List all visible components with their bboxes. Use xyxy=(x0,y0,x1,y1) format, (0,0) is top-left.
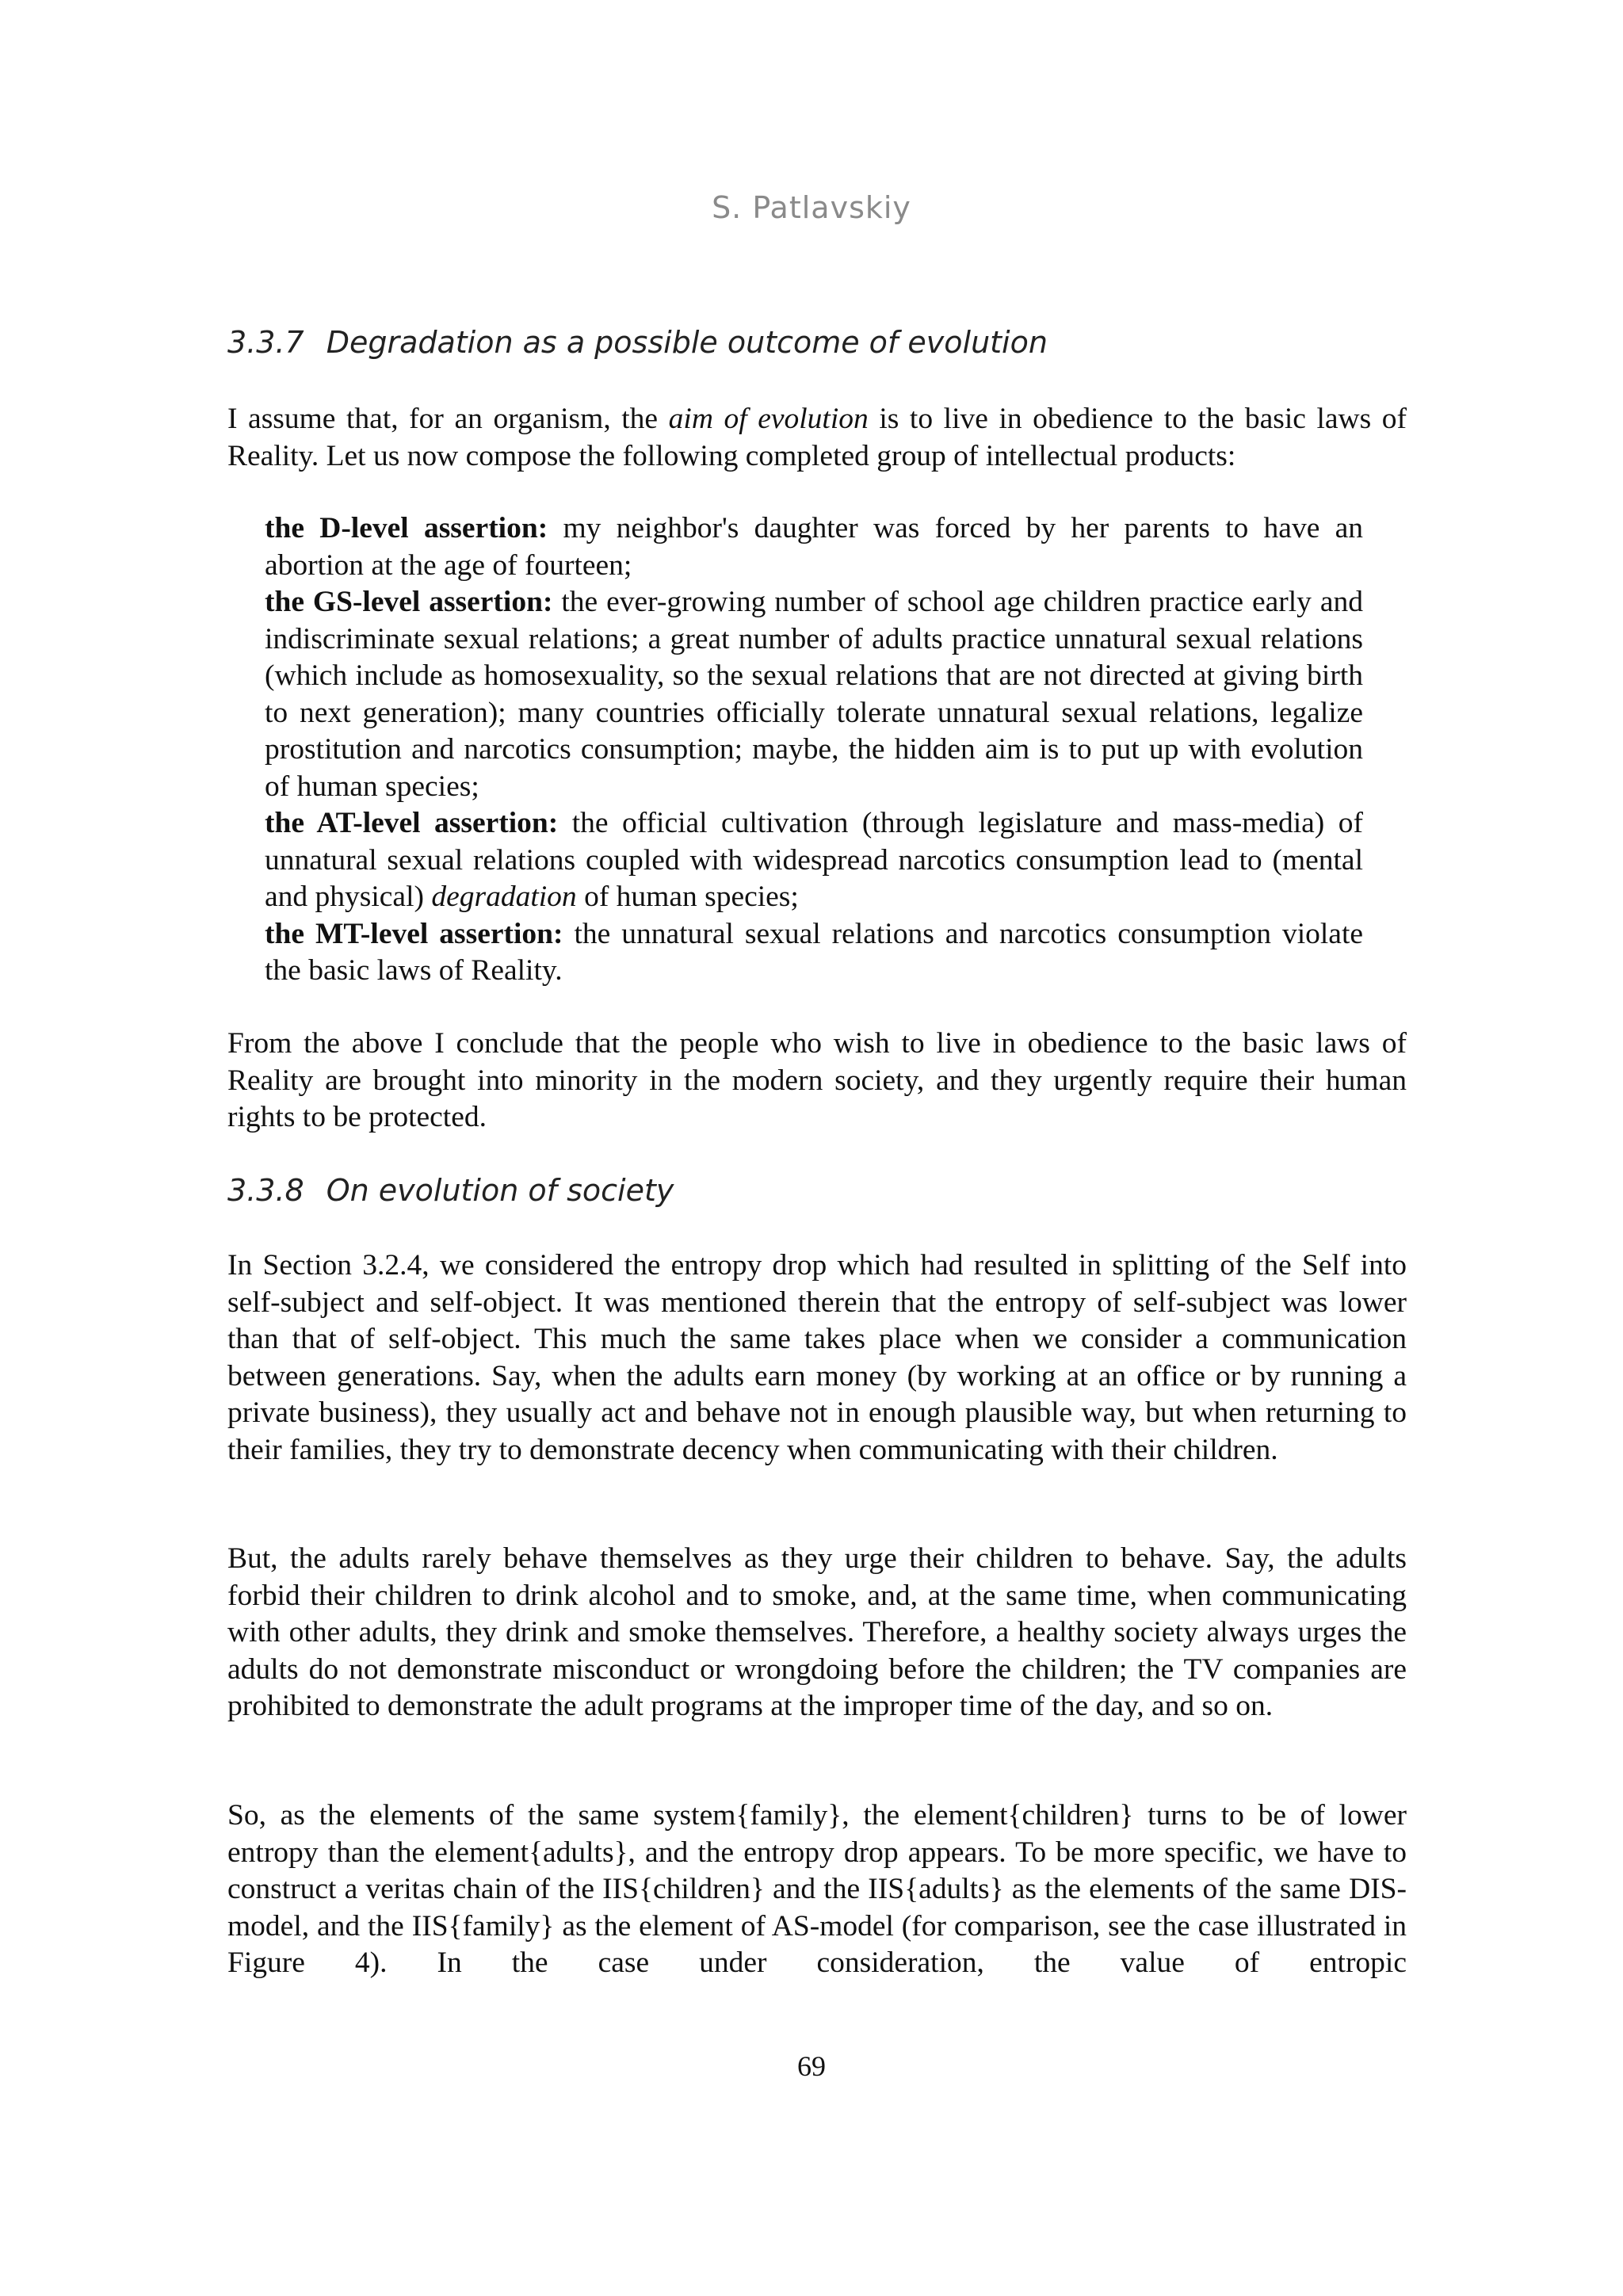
section-title: Degradation as a possible outcome of evolution xyxy=(326,325,1048,360)
assertions-block xyxy=(265,510,1363,990)
assertion-label: the GS-level assertion: xyxy=(265,586,553,618)
section-heading-3-3-7 xyxy=(227,325,1048,360)
section-heading-3-3-8 xyxy=(227,1173,674,1208)
intro-text-a: I assume that, for an organism, the xyxy=(227,403,669,435)
assertion-label: the AT-level assertion: xyxy=(265,807,559,839)
intro-paragraph xyxy=(227,401,1407,475)
assertion-text: the unnatural sexual relations and narcotics consumption violate the basic laws of Reality. xyxy=(265,917,1364,987)
assertion-gs-level xyxy=(265,584,1363,805)
assertion-d-level xyxy=(265,510,1363,584)
body-paragraph-3 xyxy=(227,1797,1407,1982)
paragraph-text: So, as the elements of the same system{family}, the element{children} turns to be of lower entropy than the element{adults}, and the entropy drop appears. To be more specific, we have to construct a veritas chain of the IIS{children} and the IIS{adults} as the elements of the same DIS-model, and the IIS{family} as the element of AS-model (for comparison, see the case illustrated in Figure 4). In the case under consideration, the value of entropic xyxy=(227,1799,1407,1979)
assertion-text: my neighbor's daughter was forced by her parents to have an abortion at the age of fourteen; xyxy=(265,512,1363,582)
body-paragraph-2 xyxy=(227,1541,1407,1725)
assertion-label: the D-level assertion: xyxy=(265,512,548,544)
conclusion-text: From the above I conclude that the people who wish to live in obedience to the basic laws of Reality are brought into minority in the modern society, and they urgently require their human rights to be protected. xyxy=(227,1027,1407,1133)
assertion-text: the official cultivation (through legislature and mass-media) of unnatural sexual relations coupled with widespread narcotics consumption lead to (mental and physical) xyxy=(265,807,1363,913)
paragraph-text: In Section 3.2.4, we considered the entropy drop which had resulted in splitting of the Self into self-subject and self-object. It was mentioned therein that the entropy of self-subject was lower than that of self-object. This much the same takes place when we consider a communication between generations. Say, when the adults earn money (by working at an office or by running a private business), they usually act and behave not in enough plausible way, but when returning to their families, they try to demonstrate decency when communicating with their children. xyxy=(227,1249,1407,1466)
conclusion-paragraph xyxy=(227,1026,1407,1137)
body-paragraph-1 xyxy=(227,1247,1407,1469)
page-number: 69 xyxy=(797,2050,826,2082)
assertion-mt-level xyxy=(265,916,1363,990)
paragraph-text: But, the adults rarely behave themselves as they urge their children to behave. Say, the adults forbid their children to drink alcohol and to smoke, and, at the same time, when communicating with other adults, they drink and smoke themselves. Therefore, a healthy society always urges the adults do not demonstrate misconduct or wrongdoing before the children; the TV companies are prohibited to demonstrate the adult programs at the improper time of the day, and so on. xyxy=(227,1542,1407,1722)
assertion-text: the ever-growing number of school age children practice early and indiscriminate sexual relations; a great number of adults practice unnatural sexual relations (which include as homosexuality, so the sexual relations that are not directed at giving birth to next generation); many countries officially tolerate unnatural sexual relations, legalize prostitution and narcotics consumption; maybe, the hidden aim is to put up with evolution of human species; xyxy=(265,586,1363,803)
assertion-label: the MT-level assertion: xyxy=(265,917,563,950)
intro-emphasis: aim of evolution xyxy=(668,403,869,435)
section-number: 3.3.8 xyxy=(227,1173,304,1208)
assertion-text: of human species; xyxy=(576,881,799,913)
intro-text-b: is to live in obedience to the basic laws of Reality. Let us now compose the following completed group of intellectual products: xyxy=(227,403,1407,472)
section-number: 3.3.7 xyxy=(227,325,304,360)
section-title: On evolution of society xyxy=(326,1173,674,1208)
assertion-at-level xyxy=(265,805,1363,916)
running-head: S. Patlavskiy xyxy=(712,190,911,225)
assertion-emphasis: degradation xyxy=(431,881,577,913)
